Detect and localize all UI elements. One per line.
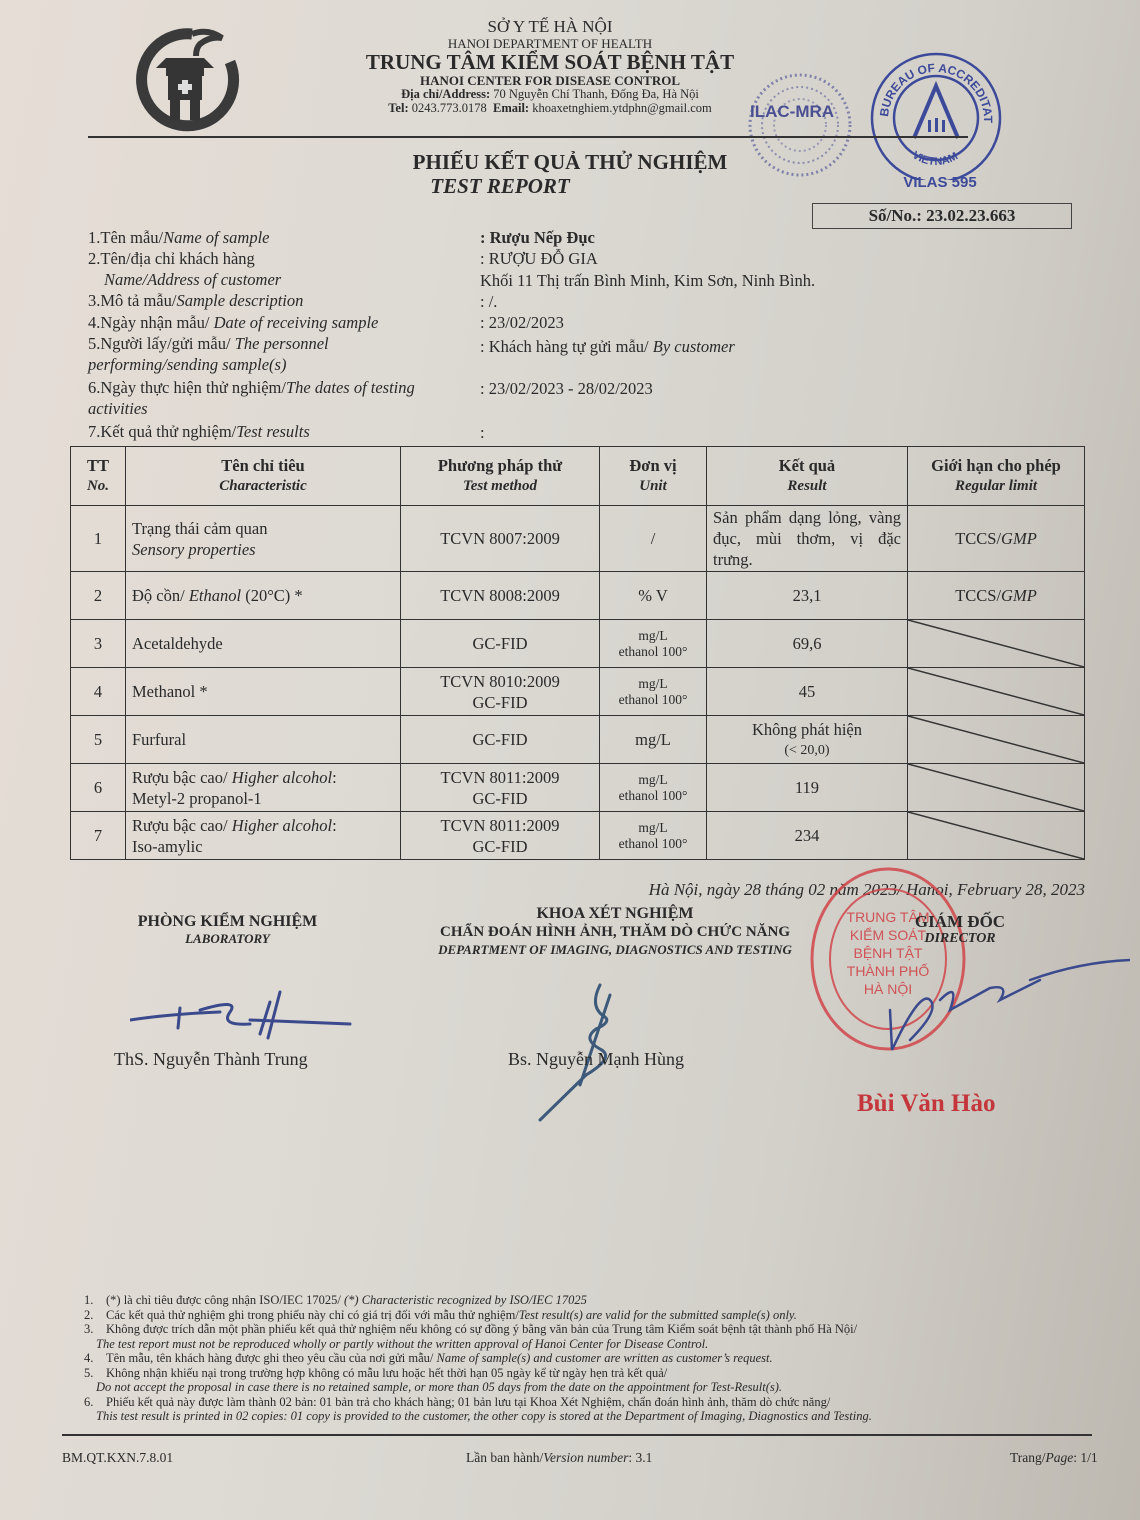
col-header-method: Phương pháp thử Test method <box>401 447 600 506</box>
note-item: 6. Phiếu kết quả này được làm thành 02 bản: 01 bản trả cho khách hàng; 01 bản lưu tại Khoa Xét Nghiệm, chẩn đoán hình ảnh, thăm dò chức năng/ <box>84 1394 831 1409</box>
dept-person-name: Bs. Nguyễn Mạnh Hùng <box>508 1049 684 1069</box>
note-item-en: The test report must not be reproduced wholly or partly without the written approval of Hanoi Center for Disease Control. <box>96 1336 709 1351</box>
cell-result: 69,6 <box>707 620 908 668</box>
cell-limit: TCCS/GMP <box>908 506 1085 572</box>
note-item-en: This test result is printed in 02 copies: 01 copy is provided to the customer, the other copy is stored at the Department of Imaging, Diagnostics and Testing. <box>96 1409 872 1423</box>
cell-no: 4 <box>71 668 126 716</box>
director-signature-block <box>905 912 1015 947</box>
info-label-personnel: 5.Người lấy/gửi mẫu/ The personnel performing/sending sample(s) <box>88 334 329 374</box>
info-label-customer-en: Name/Address of customer <box>104 270 282 289</box>
cell-no: 7 <box>71 812 126 860</box>
note-item: 5. Không nhận khiếu nại trong trường hợp không có mẫu lưu hoặc hết thời hạn 05 ngày kể từ ngày hẹn trả kết quả/ <box>84 1365 668 1380</box>
note-item: 2. Các kết quả thử nghiệm ghi trong phiếu này chỉ có giá trị đối với mẫu thử nghiệm/Test result(s) are valid for the submitted sample(s) only. <box>84 1307 797 1322</box>
cell-result: 23,1 <box>707 572 908 620</box>
cell-characteristic: Furfural <box>126 716 401 764</box>
info-value-description: : /. <box>480 292 498 311</box>
center-vn: TRUNG TÂM KIỂM SOÁT BỆNH TẬT <box>365 49 735 74</box>
info-label-dates: 6.Ngày thực hiện thử nghiệm/The dates of testing activities <box>88 378 415 418</box>
report-title-vn: PHIẾU KẾT QUẢ THỬ NGHIỆM <box>412 150 728 174</box>
dept-signature-block <box>395 904 835 958</box>
form-code: BM.QT.KXN.7.8.01 <box>62 1450 174 1465</box>
info-value-received: : 23/02/2023 <box>480 313 564 332</box>
cell-limit-empty <box>908 812 1085 860</box>
cell-method: TCVN 8010:2009 GC-FID <box>401 668 600 716</box>
info-label-results: 7.Kết quả thử nghiệm/Test results <box>88 422 310 441</box>
vilas-number: VILAS 595 <box>903 174 977 191</box>
cell-result: 119 <box>707 764 908 812</box>
letterhead <box>300 18 800 116</box>
address-line: Địa chỉ/Address: 70 Nguyễn Chí Thanh, Đống Đa, Hà Nội <box>401 87 699 102</box>
cell-result: 45 <box>707 668 908 716</box>
ilac-mra-text: ILAC-MRA <box>750 102 835 121</box>
cell-no: 1 <box>71 506 126 572</box>
info-value-personnel: : Khách hàng tự gửi mẫu/ By customer <box>480 337 735 356</box>
director-name: Bùi Văn Hào <box>857 1090 996 1117</box>
cell-method: TCVN 8011:2009 GC-FID <box>401 764 600 812</box>
cell-limit-empty <box>908 764 1085 812</box>
lab-title-vn: PHÒNG KIỂM NGHIỆM <box>137 913 318 930</box>
info-label-description: 3.Mô tả mẫu/Sample description <box>88 291 304 310</box>
cell-method: TCVN 8011:2009 GC-FID <box>401 812 600 860</box>
table-row <box>71 506 1085 572</box>
dept-title-vn1: KHOA XÉT NGHIỆM <box>536 905 694 922</box>
hanoi-cdc-logo <box>130 22 240 132</box>
note-item-en: Do not accept the proposal in case there is no retained sample, or more than 05 days from the date on the appointment for Test-Result(s). <box>96 1380 783 1394</box>
cell-limit-empty <box>908 716 1085 764</box>
cell-characteristic: Methanol * <box>126 668 401 716</box>
col-header-result: Kết quả Result <box>707 447 908 506</box>
info-label-customer: 2.Tên/địa chỉ khách hàng <box>88 249 255 268</box>
svg-text:BUREAU OF ACCREDITATION: BUREAU OF ACCREDITAT <box>877 60 996 124</box>
table-row <box>71 716 1085 764</box>
cell-method: TCVN 8007:2009 <box>401 506 600 572</box>
sign-date: Hà Nội, ngày 28 tháng 02 năm 2023/ Hanoi, February 28, 2023 <box>648 880 1085 899</box>
cell-characteristic: Acetaldehyde <box>126 620 401 668</box>
lab-person-name: ThS. Nguyễn Thành Trung <box>114 1049 308 1069</box>
cell-result: Sản phẩm dạng lỏng, vàng đục, mùi thơm, vị đặc trưng. <box>707 506 908 572</box>
svg-text:VIETNAM: VIETNAM <box>910 149 960 169</box>
cell-characteristic: Rượu bậc cao/ Higher alcohol: Iso-amylic <box>126 812 401 860</box>
dept-en: HANOI DEPARTMENT OF HEALTH <box>447 35 653 51</box>
results-table <box>70 446 1085 860</box>
center-en: HANOI CENTER FOR DISEASE CONTROL <box>419 73 681 89</box>
cell-characteristic: Rượu bậc cao/ Higher alcohol: Metyl-2 propanol-1 <box>126 764 401 812</box>
version-number: Lần ban hành/Version number: 3.1 <box>466 1450 653 1465</box>
cell-no: 5 <box>71 716 126 764</box>
note-item: 4. Tên mẫu, tên khách hàng được ghi theo yêu cầu của nơi gửi mẫu/ Name of sample(s) and customer are written as customer’s request. <box>84 1351 773 1365</box>
col-header-limit: Giới hạn cho phép Regular limit <box>908 447 1085 506</box>
lab-signature <box>130 990 360 1040</box>
cell-result: 234 <box>707 812 908 860</box>
cell-unit: / <box>600 506 707 572</box>
note-item: 1. (*) là chỉ tiêu được công nhận ISO/IEC 17025/ (*) Characteristic recognized by ISO/IEC 17025 <box>84 1293 587 1307</box>
cell-no: 2 <box>71 572 126 620</box>
accreditation-seal <box>866 50 1006 180</box>
info-value-address: Khối 11 Thị trấn Bình Minh, Kim Sơn, Ninh Bình. <box>480 271 816 290</box>
report-title-en: TEST REPORT <box>430 174 570 198</box>
table-row <box>71 812 1085 860</box>
director-title-vn: GIÁM ĐỐC <box>914 912 1006 931</box>
cell-method: GC-FID <box>401 716 600 764</box>
info-value-sample: : Rượu Nếp Đục <box>480 228 595 247</box>
footer-divider <box>62 1434 1092 1436</box>
lab-title-en: LABORATORY <box>185 931 270 946</box>
director-title-en: DIRECTOR <box>924 931 996 946</box>
cell-characteristic: Độ cồn/ Ethanol (20°C) * <box>126 572 401 620</box>
table-row <box>71 764 1085 812</box>
cell-method: TCVN 8008:2009 <box>401 572 600 620</box>
cell-unit: mg/L ethanol 100° <box>600 764 707 812</box>
cell-unit: mg/L <box>600 716 707 764</box>
lab-signature-block <box>100 912 355 947</box>
col-header-characteristic: Tên chỉ tiêu Characteristic <box>126 447 401 506</box>
seal-text: TRUNG TÂM KIỂM SOÁT BỆNH TẬT THÀNH PHỐ HÀ NỘI <box>846 909 930 997</box>
cell-unit: mg/L ethanol 100° <box>600 620 707 668</box>
cell-unit: mg/L ethanol 100° <box>600 812 707 860</box>
table-header-row <box>71 447 1085 506</box>
col-header-unit: Đơn vị Unit <box>600 447 707 506</box>
dept-vn: SỞ Y TẾ HÀ NỘI <box>487 17 613 36</box>
cell-limit-empty <box>908 668 1085 716</box>
col-header-no: TT No. <box>71 447 126 506</box>
note-item: 3. Không được trích dẫn một phần phiếu kết quả thử nghiệm nếu không có sự đồng ý bằng văn bản của Trung tâm Kiểm soát bệnh tật thành phố Hà Nội/ <box>84 1322 858 1336</box>
report-number: Số/No.: 23.02.23.663 <box>812 203 1072 229</box>
cell-unit: % V <box>600 572 707 620</box>
cell-result: Không phát hiện (< 20,0) <box>707 716 908 764</box>
table-row <box>71 668 1085 716</box>
info-label-sample: 1.Tên mẫu/Name of sample <box>88 228 270 247</box>
page-number: Trang/Page: 1/1 <box>1010 1450 1098 1465</box>
cell-unit: mg/L ethanol 100° <box>600 668 707 716</box>
notes-list <box>84 1293 1094 1424</box>
cell-no: 6 <box>71 764 126 812</box>
dept-title-vn2: CHẨN ĐOÁN HÌNH ẢNH, THĂM DÒ CHỨC NĂNG <box>440 924 790 940</box>
info-value-customer: : RƯỢU ĐỖ GIA <box>480 249 598 268</box>
cell-characteristic: Trạng thái cảm quan Sensory properties <box>126 506 401 572</box>
cell-limit: TCCS/GMP <box>908 572 1085 620</box>
director-signature <box>880 950 1130 1060</box>
info-value-dates: : 23/02/2023 - 28/02/2023 <box>480 379 653 398</box>
contact-line: Tel: 0243.773.0178 Email: khoaxetnghiem.ytdphn@gmail.com <box>388 101 712 116</box>
header-divider <box>88 136 968 138</box>
info-value-results: : <box>480 423 485 442</box>
cell-method: GC-FID <box>401 620 600 668</box>
cell-limit-empty <box>908 620 1085 668</box>
cell-no: 3 <box>71 620 126 668</box>
dept-title-en: DEPARTMENT OF IMAGING, DIAGNOSTICS AND TESTING <box>438 942 792 957</box>
table-row <box>71 572 1085 620</box>
info-label-received: 4.Ngày nhận mẫu/ Date of receiving sample <box>88 313 379 332</box>
table-row <box>71 620 1085 668</box>
